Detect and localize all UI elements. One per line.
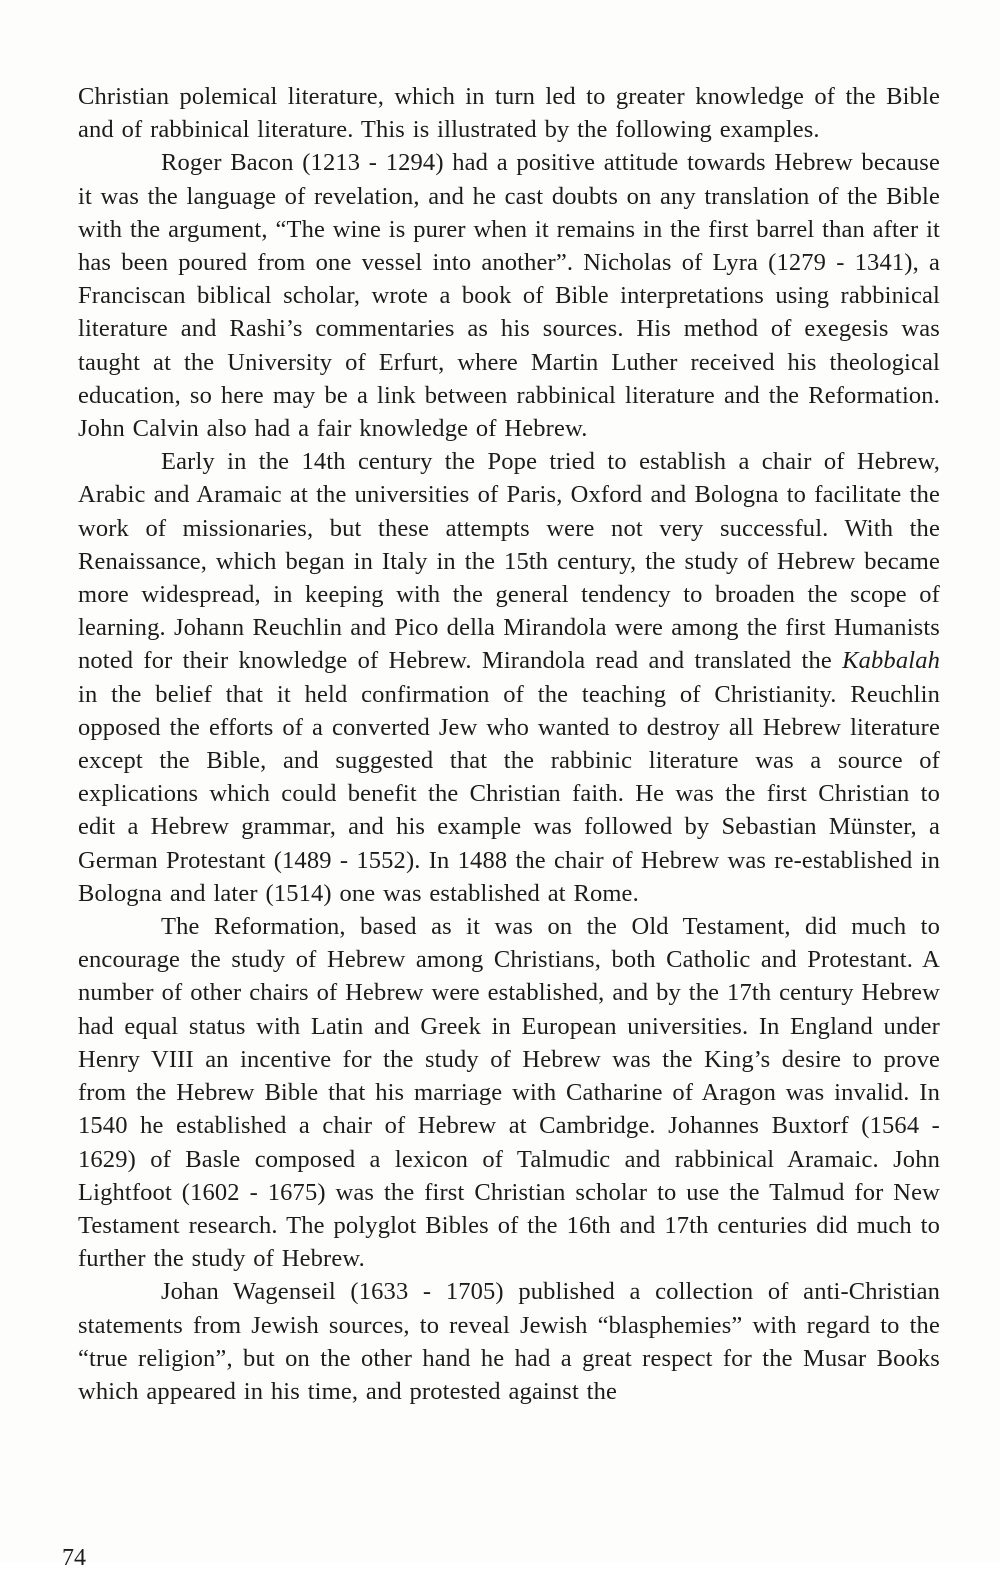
paragraph-1	[78, 80, 940, 146]
body-text	[78, 80, 940, 1408]
paragraph-text: Johan Wagenseil (1633 - 1705) published a collection of anti-Christian statements from Jewish sources, to reveal Jewish “blasphemies” with regard to the “true religion”, but on the other hand he had a great respect for the Musar Books which appeared in his time, and protested against the	[78, 1278, 940, 1405]
paragraph-text: Early in the 14th century the Pope tried to establish a chair of Hebrew, Arabic and Aramaic at the universities of Paris, Oxford and Bologna to facilitate the work of missionaries, but these attempts were not very successful. With the Renaissance, which began in Italy in the 15th century, the study of Hebrew became more widespread, in keeping with the general tendency to broaden the scope of learning. Johann Reuchlin and Pico della Mirandola were among the first Humanists noted for their knowledge of Hebrew. Mirandola read and translated the	[78, 448, 940, 675]
paragraph-text: in the belief that it held confirmation of the teaching of Christianity. Reuchlin opposed the efforts of a converted Jew who wanted to destroy all Hebrew literature except the Bible, and suggested that the rabbinic literature was a source of explications which could benefit the Christian faith. He was the first Christian to edit a Hebrew grammar, and his example was followed by Sebastian Münster, a German Protestant (1489 - 1552). In 1488 the chair of Hebrew was re-established in Bologna and later (1514) one was established at Rome.	[78, 680, 940, 907]
paragraph-text: The Reformation, based as it was on the Old Testament, did much to encourage the study of Hebrew among Christians, both Catholic and Protestant. A number of other chairs of Hebrew were established, and by the 17th century Hebrew had equal status with Latin and Greek in European universities. In England under Henry VIII an incentive for the study of Hebrew was the King’s desire to prove from the Hebrew Bible that his marriage with Catharine of Aragon was invalid. In 1540 he established a chair of Hebrew at Cambridge. Johannes Buxtorf (1564 - 1629) of Basle composed a lexicon of Talmudic and rabbinical Aramaic. John Lightfoot (1602 - 1675) was the first Christian scholar to use the Talmud for New Testament research. The polyglot Bibles of the 16th and 17th centuries did much to further the study of Hebrew.	[78, 913, 940, 1273]
paragraph-text: Christian polemical literature, which in turn led to greater knowledge of the Bible and of rabbinical literature. This is illustrated by the following examples.	[78, 83, 940, 144]
paragraph-5	[78, 1275, 940, 1408]
paragraph-text: Roger Bacon (1213 - 1294) had a positive attitude towards Hebrew because it was the language of revelation, and he cast doubts on any translation of the Bible with the argument, “The wine is purer when it remains in the first barrel than after it has been poured from one vessel into another”. Nicholas of Lyra (1279 - 1341), a Franciscan biblical scholar, wrote a book of Bible interpretations using rabbinical literature and Rashi’s commentaries as his sources. His method of exegesis was taught at the University of Erfurt, where Martin Luther received his theological education, so here may be a link between rabbinical literature and the Reformation. John Calvin also had a fair knowledge of Hebrew.	[78, 149, 940, 443]
paragraph-3	[78, 445, 940, 910]
page-number: 74	[62, 1545, 86, 1571]
paragraph-4	[78, 910, 940, 1275]
paragraph-2	[78, 146, 940, 445]
italic-term-kabbalah: Kabbalah	[842, 647, 940, 675]
